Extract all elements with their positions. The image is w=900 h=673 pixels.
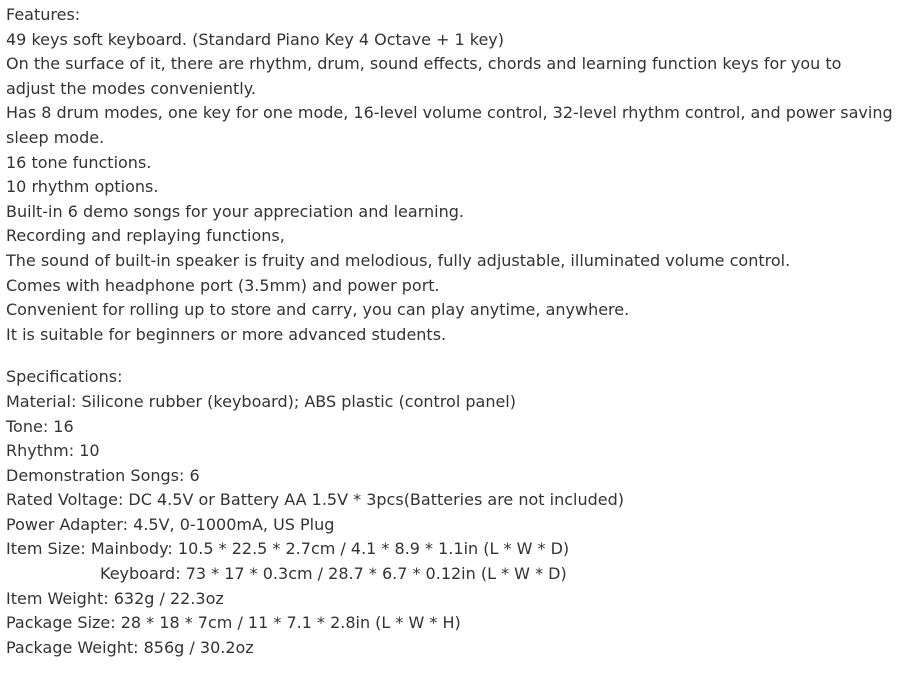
- feature-item: Convenient for rolling up to store and carry, you can play anytime, anywhere.: [6, 300, 630, 320]
- specifications-heading: Specifications:: [6, 367, 123, 387]
- feature-item: Built-in 6 demo songs for your appreciation and learning.: [6, 201, 464, 221]
- specifications-section: [6, 365, 894, 660]
- feature-item: The sound of built-in speaker is fruity and melodious, fully adjustable, illuminated volume control.: [6, 250, 791, 270]
- feature-item: Recording and replaying functions,: [6, 226, 285, 246]
- feature-item: 49 keys soft keyboard. (Standard Piano Key 4 Octave + 1 key): [6, 29, 505, 49]
- feature-item: 16 tone functions.: [6, 152, 152, 172]
- feature-item: Has 8 drum modes, one key for one mode, 16-level volume control, 32-level rhythm control, and power saving sleep mode.: [6, 103, 893, 147]
- spec-item: Tone: 16: [6, 416, 74, 436]
- feature-item: Comes with headphone port (3.5mm) and power port.: [6, 275, 440, 295]
- product-description: [6, 3, 894, 660]
- features-heading: Features:: [6, 5, 81, 24]
- spec-item: Demonstration Songs: 6: [6, 465, 200, 485]
- feature-item: On the surface of it, there are rhythm, drum, sound effects, chords and learning function keys for you to adjust the modes conveniently.: [6, 54, 842, 98]
- spec-item: Rated Voltage: DC 4.5V or Battery AA 1.5V * 3pcs(Batteries are not included): [6, 490, 625, 510]
- spec-item: Keyboard: 73 * 17 * 0.3cm / 28.7 * 6.7 * 0.12in (L * W * D): [100, 564, 567, 584]
- spec-item: Package Weight: 856g / 30.2oz: [6, 637, 254, 657]
- spec-item: Item Size: Mainbody: 10.5 * 22.5 * 2.7cm / 4.1 * 8.9 * 1.1in (L * W * D): [6, 539, 570, 559]
- spec-item: Package Size: 28 * 18 * 7cm / 11 * 7.1 * 2.8in (L * W * H): [6, 613, 461, 633]
- spec-item: Item Weight: 632g / 22.3oz: [6, 588, 224, 608]
- spec-item: Material: Silicone rubber (keyboard); ABS plastic (control panel): [6, 391, 516, 411]
- feature-item: It is suitable for beginners or more advanced students.: [6, 324, 447, 344]
- feature-item: 10 rhythm options.: [6, 177, 159, 197]
- section-divider: [6, 347, 894, 365]
- spec-item: Rhythm: 10: [6, 441, 100, 461]
- spec-item: Power Adapter: 4.5V, 0-1000mA, US Plug: [6, 514, 335, 534]
- features-section: [6, 3, 894, 347]
